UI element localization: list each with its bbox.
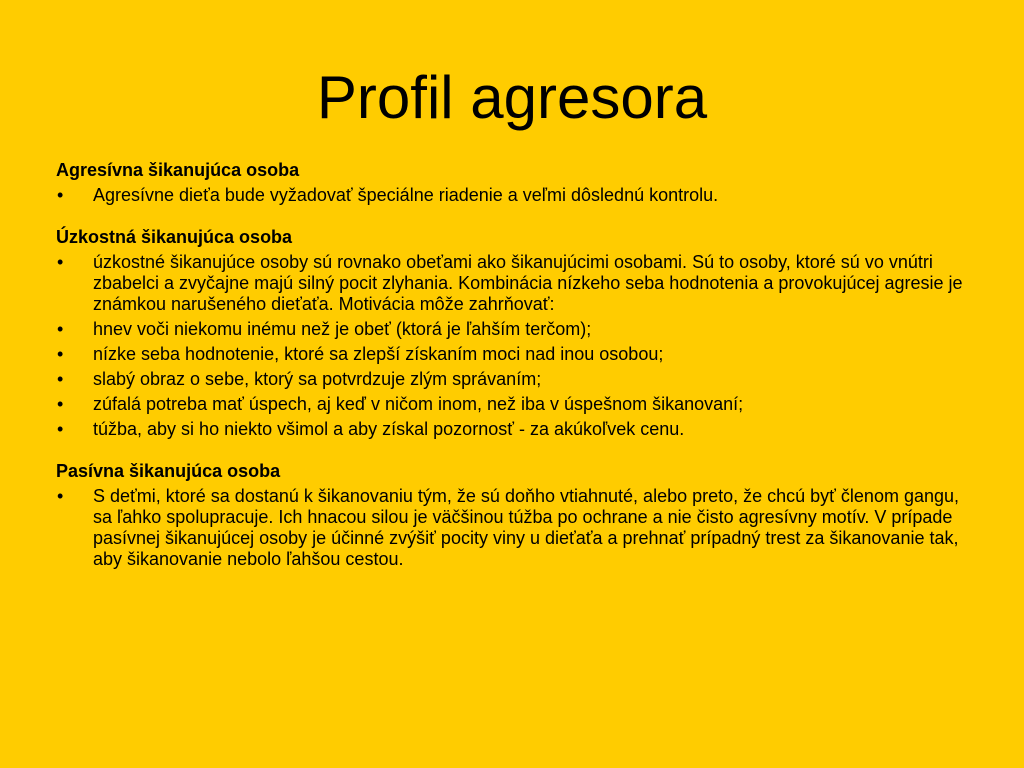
section-heading: Agresívna šikanujúca osoba (56, 160, 300, 180)
bullet-item (56, 369, 968, 390)
section-passive (56, 461, 968, 570)
bullet-item (56, 185, 968, 206)
bullet-text: zúfalá potreba mať úspech, aj keď v ničom inom, než iba v úspešnom šikanovaní; (93, 394, 744, 414)
bullet-icon: • (57, 369, 64, 389)
bullet-icon: • (57, 344, 64, 364)
bullet-icon: • (57, 394, 64, 414)
bullet-item (56, 344, 968, 365)
bullet-text: túžba, aby si ho niekto všimol a aby získal pozornosť - za akúkoľvek cenu. (93, 419, 685, 439)
bullet-item (56, 319, 968, 340)
bullet-text: úzkostné šikanujúce osoby sú rovnako obeťami ako šikanujúcimi osobami. Sú to osoby, ktoré sú vo vnútri zbabelci a zvyčajne majú silný pocit zlyhania. Kombinácia nízkeho seba hodnotenia a provokujúcej agresie je známkou narušeného dieťaťa. Motivácia môže zahrňovať: (93, 252, 963, 314)
bullet-item (56, 419, 968, 440)
section-heading: Pasívna šikanujúca osoba (56, 461, 281, 481)
bullet-icon: • (57, 185, 64, 205)
bullet-text: slabý obraz o sebe, ktorý sa potvrdzuje zlým správaním; (93, 369, 542, 389)
section-anxious (56, 227, 968, 440)
bullet-text: S deťmi, ktoré sa dostanú k šikanovaniu tým, že sú doňho vtiahnuté, alebo preto, že chcú byť členom gangu, sa ľahko spolupracuje. Ich hnacou silou je väčšinou túžba po ochrane a nie čisto agresívny motív. V prípade pasívnej šikanujúcej osoby je účinné zvýšiť pocity viny u dieťaťa a prehnať prípadný trest za šikanovanie tak, aby šikanovanie nebolo ľahšou cestou. (93, 486, 960, 569)
bullet-icon: • (57, 252, 64, 272)
bullet-item (56, 252, 968, 315)
bullet-icon: • (57, 419, 64, 439)
slide-content (56, 160, 968, 591)
bullet-icon: • (57, 319, 64, 339)
bullet-item (56, 394, 968, 415)
bullet-text: Agresívne dieťa bude vyžadovať špeciálne riadenie a veľmi dôslednú kontrolu. (93, 185, 719, 205)
bullet-text: nízke seba hodnotenie, ktoré sa zlepší získaním moci nad inou osobou; (93, 344, 664, 364)
bullet-icon: • (57, 486, 64, 506)
section-heading: Úzkostná šikanujúca osoba (56, 227, 293, 247)
bullet-item (56, 486, 968, 570)
section-aggressive (56, 160, 968, 206)
bullet-text: hnev voči niekomu inému než je obeť (ktorá je ľahším terčom); (93, 319, 592, 339)
slide-title: Profil agresora (316, 64, 708, 131)
